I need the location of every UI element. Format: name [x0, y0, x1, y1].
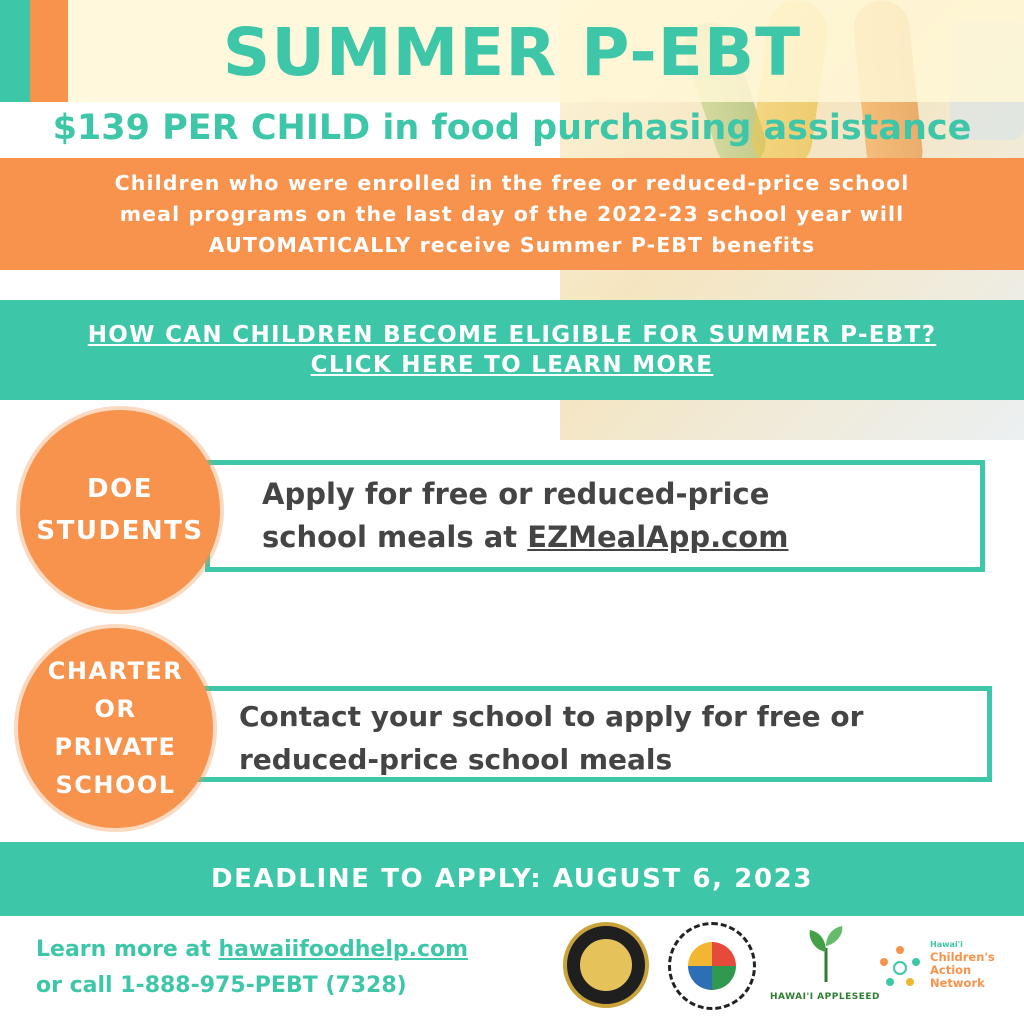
charter-text-line-2: reduced-price school meals — [239, 743, 673, 776]
doe-text-line-1: Apply for free or reduced-price — [262, 477, 770, 511]
charter-badge-line-1: CHARTER — [47, 657, 184, 685]
charter-badge-line-3: PRIVATE — [54, 733, 177, 761]
ezmealapp-link[interactable]: EZMealApp.com — [527, 520, 789, 554]
appleseed-caption: HAWAI'I APPLESEED — [770, 992, 880, 1002]
footer-contact — [36, 932, 468, 1004]
eligibility-banner — [0, 300, 1024, 400]
banner-line-2: meal programs on the last day of the 2022-23 school year will — [119, 201, 905, 226]
deadline-text: DEADLINE TO APPLY: AUGUST 6, 2023 — [210, 864, 814, 894]
eligibility-link-question[interactable]: HOW CAN CHILDREN BECOME ELIGIBLE FOR SUMMER P-EBT? — [87, 322, 937, 348]
charter-text-line-1: Contact your school to apply for free or — [239, 700, 864, 733]
page-title: SUMMER P-EBT — [222, 14, 802, 91]
doe-students-badge — [20, 410, 220, 610]
banner-line-1: Children who were enrolled in the free or reduced-price school — [114, 170, 910, 195]
charter-badge-line-2: OR — [94, 695, 137, 723]
can-line-3: Network — [930, 976, 985, 990]
hawaii-appleseed-logo — [770, 926, 880, 1010]
auto-benefits-banner — [0, 158, 1024, 270]
deadline-banner — [0, 842, 1024, 916]
doe-badge-line-2: STUDENTS — [36, 516, 204, 546]
footer-learn-prefix: Learn more at — [36, 937, 219, 962]
can-small-label: Hawai'i — [930, 940, 963, 949]
can-line-1: Children's — [930, 950, 995, 964]
charter-info-card — [190, 686, 992, 782]
doe-badge-line-1: DOE — [87, 474, 153, 504]
childrens-action-network-logo — [878, 938, 1008, 998]
page-subtitle: $139 PER CHILD in food purchasing assistance — [52, 108, 972, 148]
hawaiifoodhelp-link[interactable]: hawaiifoodhelp.com — [218, 937, 469, 962]
charter-badge-line-4: SCHOOL — [55, 771, 176, 799]
banner-line-3: AUTOMATICALLY receive Summer P-EBT benefits — [208, 232, 816, 257]
network-figures-icon — [878, 944, 922, 988]
doe-text-line-2: school meals at — [262, 520, 528, 554]
eligibility-link-learn-more[interactable]: CLICK HERE TO LEARN MORE — [310, 352, 714, 378]
doe-info-card — [205, 460, 985, 572]
department-of-human-services-logo — [668, 922, 756, 1010]
department-of-education-seal-logo — [563, 922, 649, 1008]
footer-call-text: or call 1-888-975-PEBT (7328) — [36, 973, 407, 998]
sprout-icon — [806, 926, 846, 982]
can-line-2: Action — [930, 963, 972, 977]
charter-private-badge — [18, 628, 213, 828]
